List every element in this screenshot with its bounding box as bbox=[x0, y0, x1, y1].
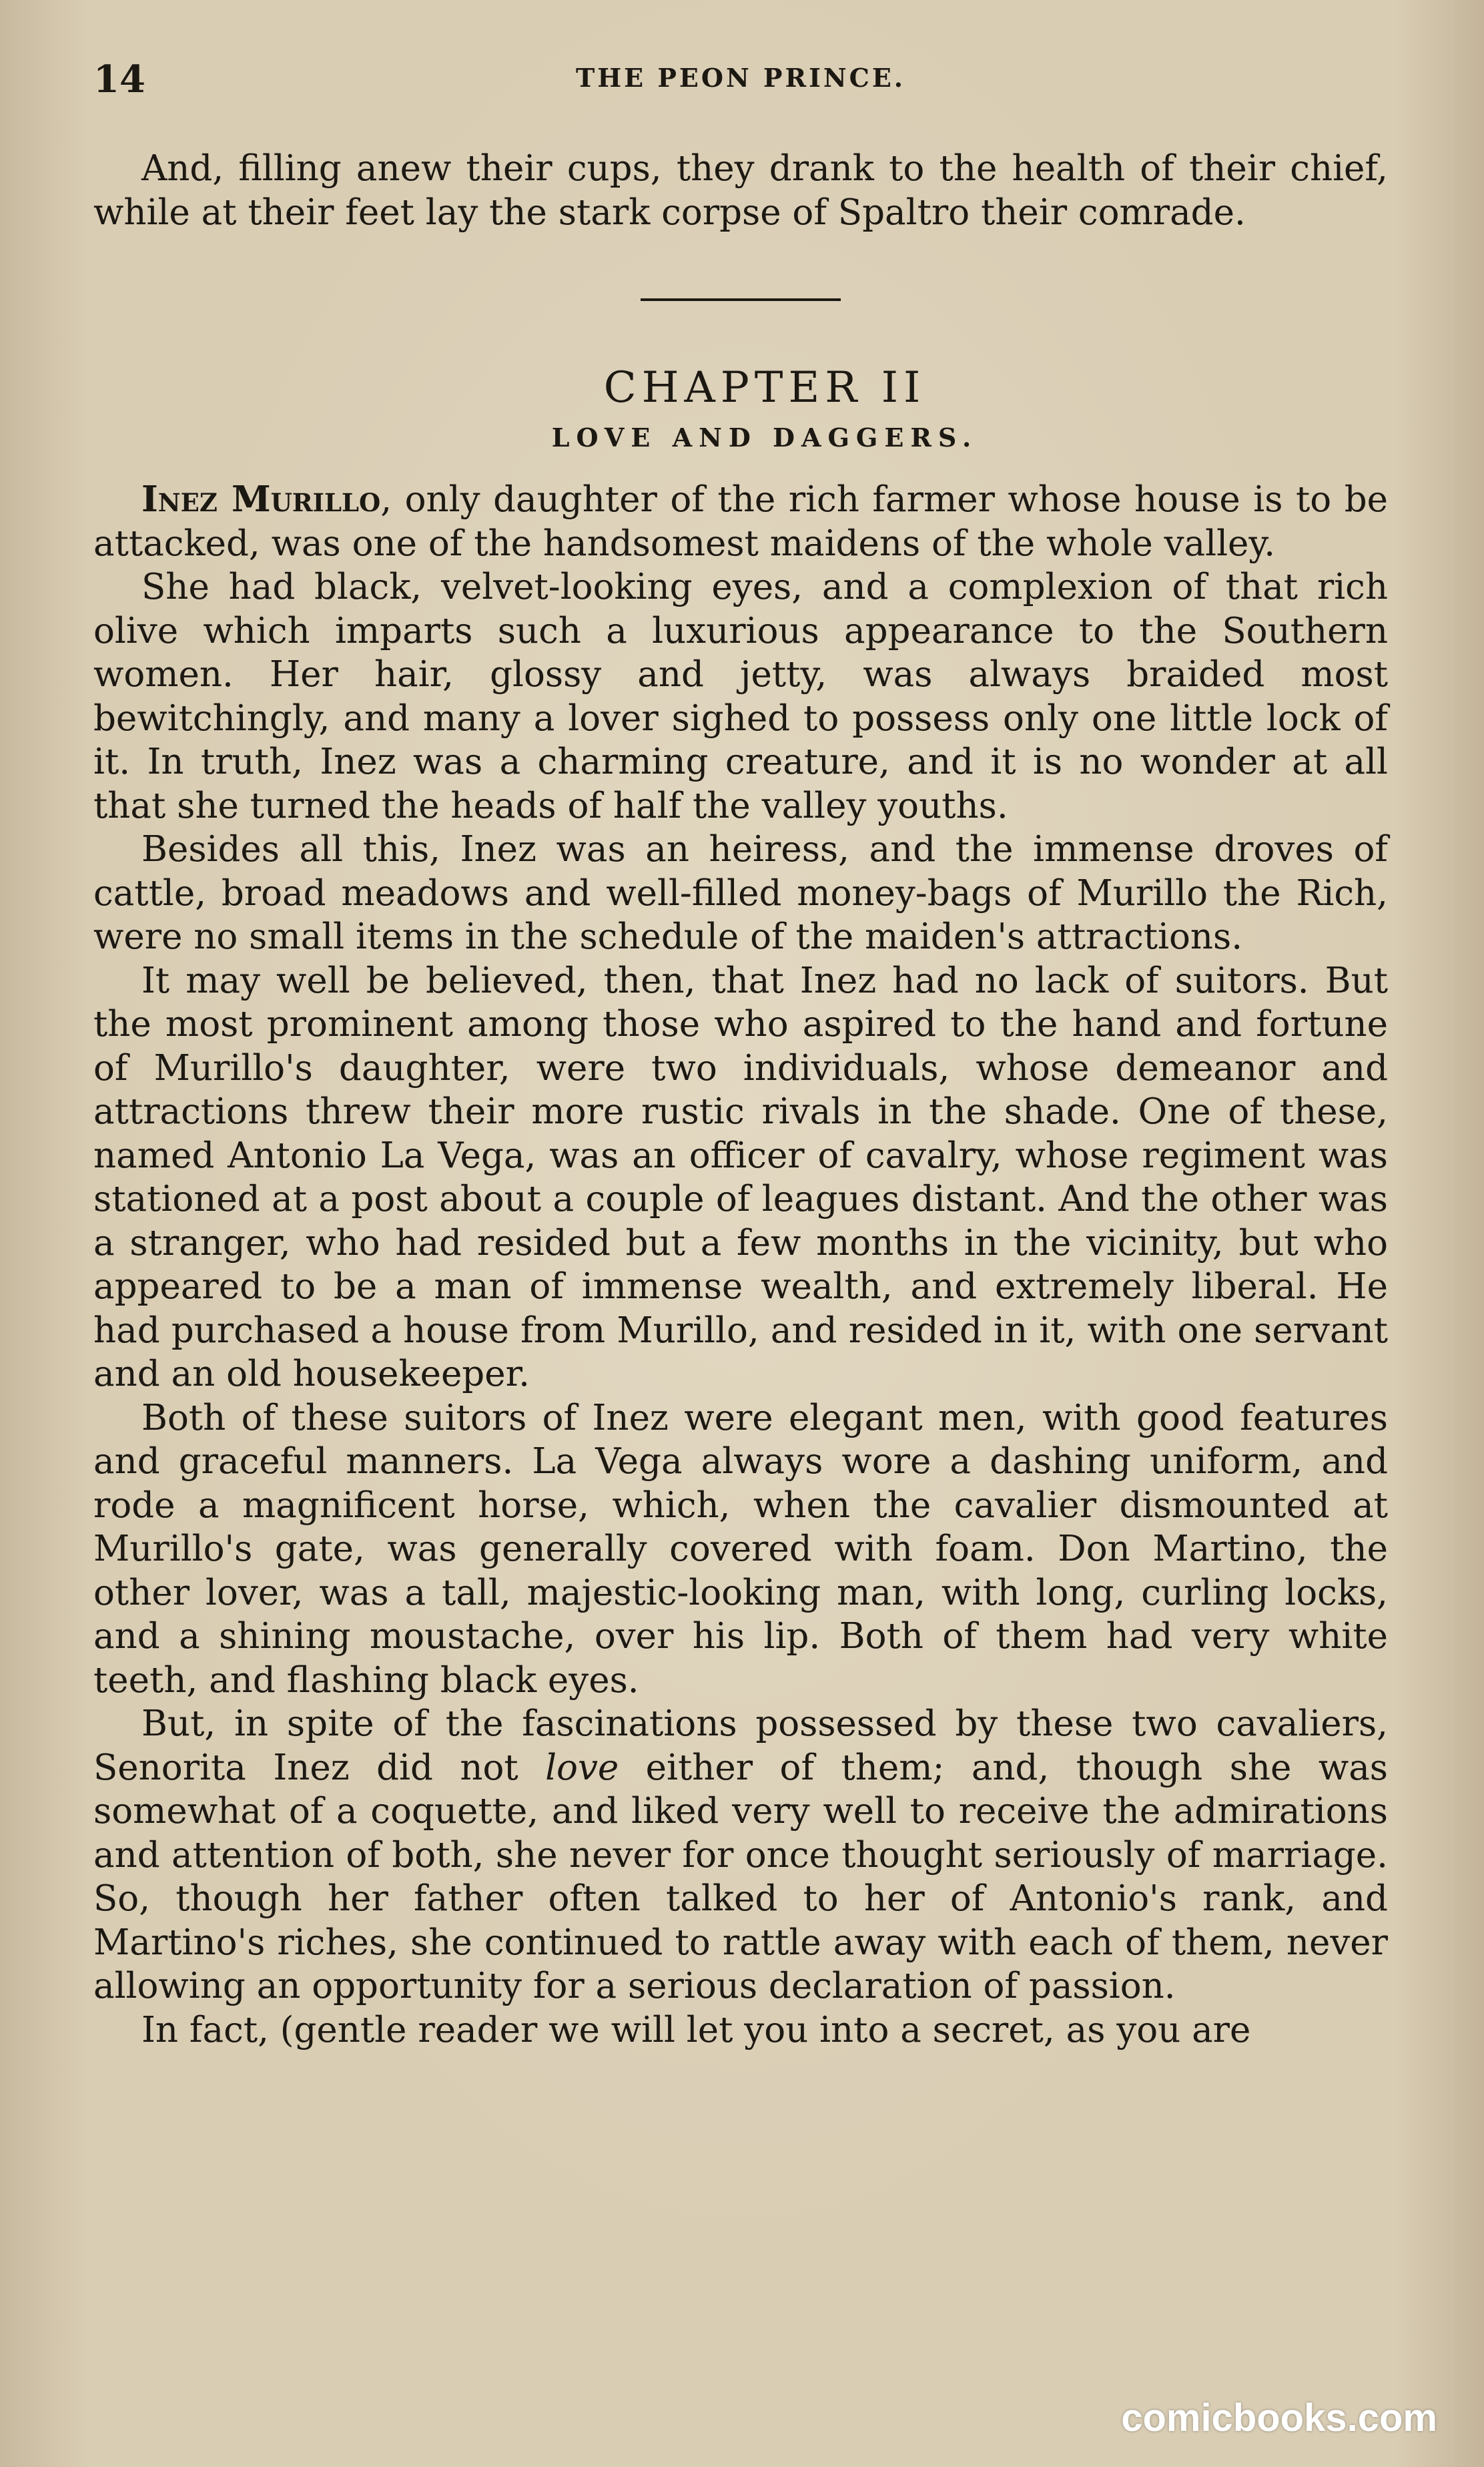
site-watermark: comicbooks.com bbox=[1121, 2396, 1437, 2440]
chapter-subtitle: LOVE AND DAGGERS. bbox=[551, 422, 978, 453]
paragraph: But, in spite of the fascinations possessed by these two cavaliers, Senorita Inez did not love either of them; and, though she was somewhat of a coquette, and liked very well to receive the admirations and attention of both, she never for once thought seriously of marriage. So, though her father often talked to her of Antonio's rank, and Martino's riches, she continued to rattle away with each of them, never allowing an opportunity for a serious declaration of passion. bbox=[93, 1703, 1388, 2006]
paragraph: Besides all this, Inez was an heiress, and the immense droves of cattle, broad meadows and well-filled money-bags of Murillo the Rich, were no small items in the schedule of the maiden's attractions. bbox=[93, 829, 1388, 957]
italic-word: love bbox=[545, 1747, 619, 1788]
closing-paragraph: And, filling anew their cups, they drank to the health of their chief, while at their feet lay the stark corpse of Spaltro their comrade. bbox=[93, 148, 1388, 233]
page-number: 14 bbox=[93, 57, 145, 101]
paragraph: Both of these suitors of Inez were elegant men, with good features and graceful manners. La Vega always wore a dashing uniform, and rode a magnificent horse, which, when the cavalier dismounted at Murillo's gate, was generally covered with foam. Don Martino, the other lover, was a tall, majestic-looking man, with long, curling locks, and a shining moustache, over his lip. Both of them had very white teeth, and flashing black eyes. bbox=[93, 1397, 1388, 1701]
page-body bbox=[93, 147, 1388, 2052]
page-header bbox=[93, 57, 1388, 104]
running-head: THE PEON PRINCE. bbox=[575, 63, 906, 93]
paragraph: She had black, velvet-looking eyes, and a complexion of that rich olive which imparts such a luxurious appearance to the Southern women. Her hair, glossy and jetty, was always braided most bewitchingly, and many a lover sighed to possess only one little lock of it. In truth, Inez was a charming creature, and it is no wonder at all that she turned the heads of half the valley youths. bbox=[93, 567, 1388, 826]
chapter-title: CHAPTER II bbox=[603, 363, 926, 413]
paragraph: In fact, (gentle reader we will let you into a secret, as you are bbox=[141, 2009, 1251, 2050]
paragraph: Inez Murillo, only daughter of the rich farmer whose house is to be attacked, was one of the handsomest maidens of the whole valley. bbox=[93, 479, 1389, 564]
paragraph: It may well be believed, then, that Inez had no lack of suitors. But the most prominent among those who aspired to the hand and fortune of Murillo's daughter, were two individuals, whose demeanor and attractions threw their more rustic rivals in the shade. One of these, named Antonio La Vega, was an officer of cavalry, whose regiment was stationed at a post about a couple of leagues distant. And the other was a stranger, who had resided but a few months in the vicinity, but who appeared to be a man of immense wealth, and extremely liberal. He had purchased a house from Murillo, and resided in it, with one servant and an old housekeeper. bbox=[93, 960, 1388, 1394]
lead-name: Inez Murillo bbox=[141, 479, 381, 520]
